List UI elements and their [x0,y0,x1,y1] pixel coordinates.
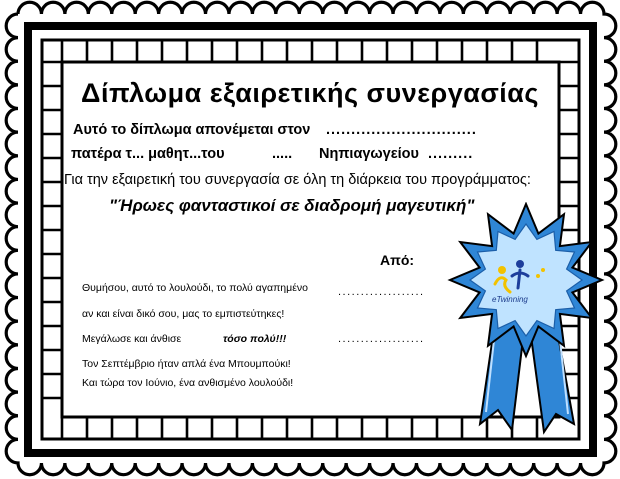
signature-blank-2: ................... [338,333,425,345]
program-title: "Ήρωες φανταστικοί σε διαδρομή μαγευτική" [109,196,475,215]
poem-line-3: Μεγάλωσε και άνθισε [82,333,182,345]
parent-of-student-label: πατέρα τ... μαθητ...του [71,146,225,162]
etwinning-label: eTwinning [492,295,528,304]
poem-line-4: Τον Σεπτέμβριο ήταν απλά ένα Μπουμπούκι! [82,358,291,370]
poem-line-5: Και τώρα τον Ιούνιο, ένα ανθισμένο λουλούδι! [82,377,294,389]
medal-star-inner [470,224,582,336]
recipient-line-label: Αυτό το δίπλωμα απονέμεται στον [73,122,311,138]
poem-line-2: αν και είναι δικό σου, μας το εμπιστεύτηκες! [82,308,285,320]
signature-blank-1: ................... [338,286,425,298]
poem-line-3-emphasis: τόσο πολύ!!! [223,333,287,345]
kindergarten-name-blank: ......... [428,146,474,162]
certificate-title: Δίπλωμα εξαιρετικής συνεργασίας [81,78,539,108]
collaboration-text: Για την εξαιρετική του συνεργασία σε όλη τη διάρκεια του προγράμματος: [64,172,531,188]
kindergarten-label: Νηπιαγωγείου [319,146,419,162]
award-medal-icon [440,202,615,452]
recipient-name-blank: .............................. [326,122,477,138]
school-number-blank: ..... [272,146,293,162]
from-label: Από: [380,252,415,268]
poem-line-1: Θυμήσου, αυτό το λουλούδι, το πολύ αγαπημένο [82,282,308,294]
